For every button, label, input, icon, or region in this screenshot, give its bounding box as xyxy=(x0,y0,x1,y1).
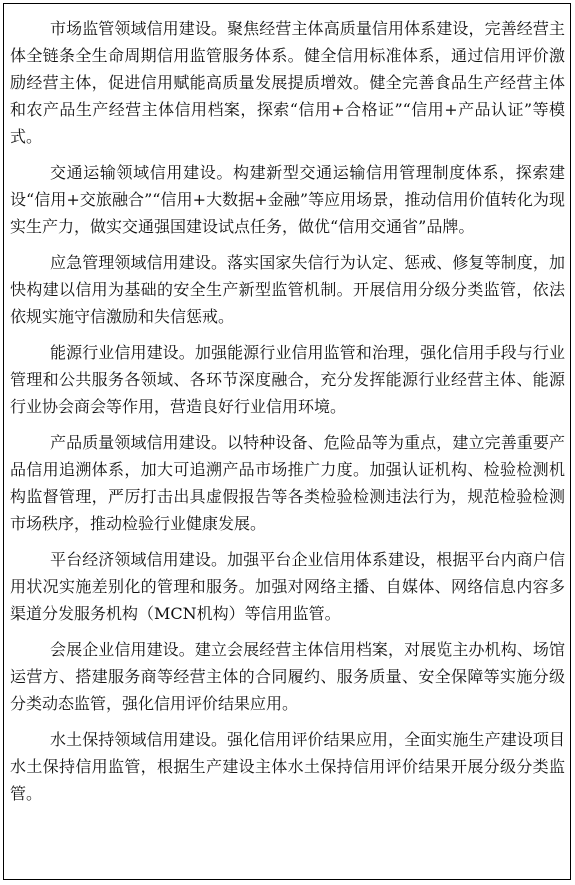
document-frame xyxy=(3,3,571,880)
paragraph-energy: 能源行业信用建设。加强能源行业信用监管和治理，强化信用手段与行业管理和公共服务各领域、各环节深度融合，充分发挥能源行业经营主体、能源行业协会商会等作用，营造良好行业信用环境。 xyxy=(10,343,565,416)
paragraph-product-quality: 产品质量领域信用建设。以特种设备、危险品等为重点，建立完善重要产品信用追溯体系，加大可追溯产品市场推广力度。加强认证机构、检验检测机构监督管理，严厉打击出具虚假报告等各类检验检测违法行为，规范检验检测市场秩序，推动检验行业健康发展。 xyxy=(10,433,565,533)
paragraph-emergency-management: 应急管理领域信用建设。落实国家失信行为认定、惩戒、修复等制度，加快构建以信用为基础的安全生产新型监管机制。开展信用分级分类监管，依法依规实施守信激励和失信惩戒。 xyxy=(10,253,565,326)
paragraph-soil-water: 水土保持领域信用建设。强化信用评价结果应用，全面实施生产建设项目水土保持信用监管，根据生产建设主体水土保持信用评价结果开展分级分类监管。 xyxy=(10,730,565,803)
paragraph-platform-economy: 平台经济领域信用建设。加强平台企业信用体系建设，根据平台内商户信用状况实施差别化的管理和服务。加强对网络主播、自媒体、网络信息内容多渠道分发服务机构（MCN机构）等信用监管。 xyxy=(10,550,565,623)
paragraph-transportation: 交通运输领域信用建设。构建新型交通运输信用管理制度体系，探索建设“信用+交旅融合”“信用+大数据+金融”等应用场景，推动信用价值转化为现实生产力，做实交通强国建设试点任务，做优“信用交通省”品牌。 xyxy=(10,163,565,236)
paragraph-exhibition: 会展企业信用建设。建立会展经营主体信用档案，对展览主办机构、场馆运营方、搭建服务商等经营主体的合同履约、服务质量、安全保障等实施分级分类动态监管，强化信用评价结果应用。 xyxy=(10,640,565,713)
paragraph-market-supervision: 市场监管领域信用建设。聚焦经营主体高质量信用体系建设，完善经营主体全链条全生命周期信用监管服务体系。健全信用标准体系，通过信用评价激励经营主体，促进信用赋能高质量发展提质增效。健全完善食品生产经营主体和农产品生产经营主体信用档案，探索“信用+合格证”“信用+产品认证”等模式。 xyxy=(10,19,565,146)
